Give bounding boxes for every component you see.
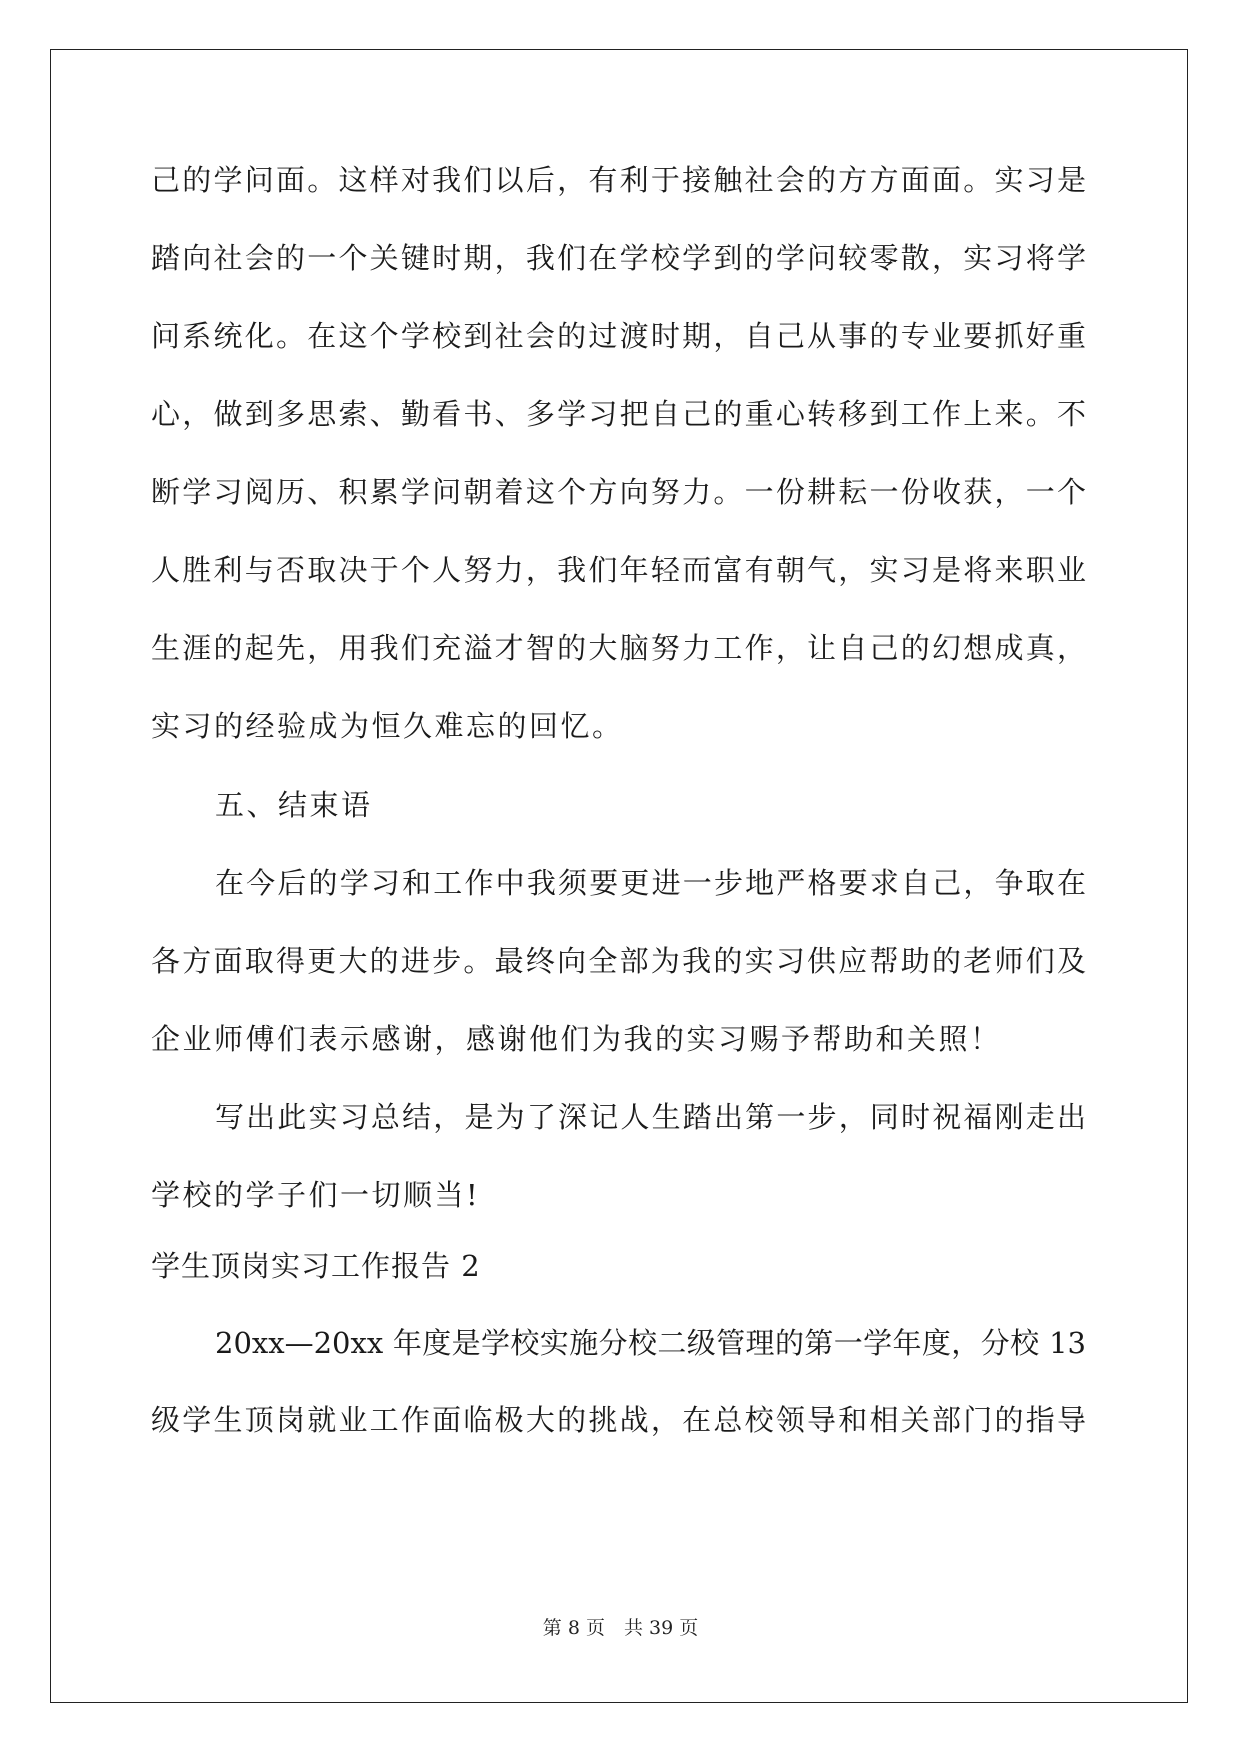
paragraph-line: 企业师傅们表示感谢，感谢他们为我的实习赐予帮助和关照！	[151, 1022, 1002, 1056]
paragraph-line: 人胜利与否取决于个人努力，我们年轻而富有朝气，实习是将来职业	[151, 553, 1086, 587]
paragraph-line: 在今后的学习和工作中我须要更进一步地严格要求自己，争取在	[215, 866, 1086, 900]
paragraph-line: 学校的学子们一切顺当!	[151, 1178, 481, 1212]
paragraph-line: 生涯的起先，用我们充溢才智的大脑努力工作，让自己的幻想成真，	[151, 631, 1086, 665]
paragraph-line: 己的学问面。这样对我们以后，有利于接触社会的方方面面。实习是	[151, 163, 1086, 197]
paragraph-line: 心，做到多思索、勤看书、多学习把自己的重心转移到工作上来。不	[151, 397, 1086, 431]
paragraph-line: 写出此实习总结，是为了深记人生踏出第一步，同时祝福刚走出	[215, 1100, 1086, 1134]
paragraph-line: 各方面取得更大的进步。最终向全部为我的实习供应帮助的老师们及	[151, 944, 1086, 978]
paragraph-line: 实习的经验成为恒久难忘的回忆。	[151, 709, 624, 743]
paragraph-line: 20xx—20xx 年度是学校实施分校二级管理的第一学年度，分校 13	[215, 1326, 1086, 1360]
section-heading: 五、结束语	[215, 788, 373, 822]
paragraph-line: 断学习阅历、积累学问朝着这个方向努力。一份耕耘一份收获，一个	[151, 475, 1086, 509]
page-number-footer: 第 8 页 共 39 页	[542, 1617, 699, 1639]
paragraph-line: 踏向社会的一个关键时期，我们在学校学到的学问较零散，实习将学	[151, 241, 1086, 275]
paragraph-line: 问系统化。在这个学校到社会的过渡时期，自己从事的专业要抓好重	[151, 319, 1086, 353]
paragraph-line: 级学生顶岗就业工作面临极大的挑战，在总校领导和相关部门的指导	[151, 1403, 1086, 1437]
report-title: 学生顶岗实习工作报告 2	[151, 1249, 481, 1283]
